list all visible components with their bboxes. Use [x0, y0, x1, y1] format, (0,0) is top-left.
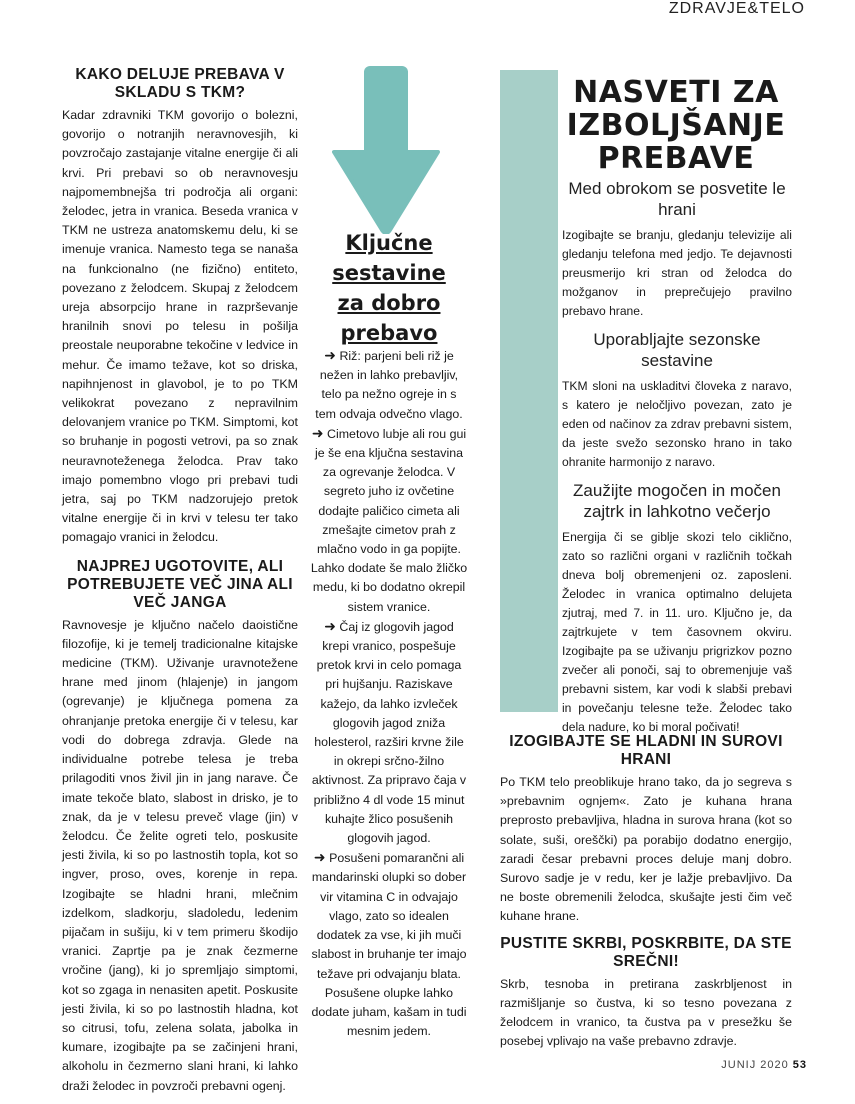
arrow-right-icon: ➜ [324, 617, 336, 634]
arrow-down-icon [332, 66, 440, 234]
paragraph-yin-yang: Ravnovesje je ključno načelo daoistične filozofije, ki je temelj tradicionalne kitajske medicine (TKM). Uživanje uravnotežene hrane med jinom (hlajenje) in jangom (ogrevanje) je ključnega pomena za ohranjanje pretoka energije či v telesu, kar vodi do dobrega zdravja. Glede na individualne potrebe telesa je treba prilagoditi vnos živil jin in jang narave. Če imate tekoče blato, slabost in drisko, je to znak, da je v telesu preveč vlage (jin) v želodcu. Če želite ogreti telo, poskusite jesti živila, ki so po lastnostih topla, kot so ingver, proso, oves, korenje in repa. Izogibajte se hladni hrani, mlečnim izdelkom, sladkorju, sladoledu, ledenim pijačam in sušiju, ki v tem primeru škodijo vranici. Zaprtje pa je znak čezmerne vročine (jang), ki jo spremljajo simptomi, kot so zgaga in nenasiten apetit. Poskusite jesti živila, ki so po lastnostih hladna, kot so citrusi, tofu, zelena solata, jabolka in kumare, izogibajte pa se začinjeni hrani, alkoholu in čezmerno slani hrani, ki lahko draži želodec in povzroči prebavni ogenj. [62, 617, 298, 1093]
heading-how-digestion-works: KAKO DELUJE PREBAVA V SKLADU S TKM? [75, 66, 285, 101]
tip-heading: Med obrokom se posvetite le hrani [568, 179, 786, 219]
issue-date: JUNIJ 2020 [721, 1059, 789, 1071]
paragraph-avoid-cold-food: Po TKM telo preoblikuje hrano tako, da jo segreva s »prebavnim ognjem«. Zato je kuhana hrana preprosto prebavljiva, hladna in surova hrana (kot so solate, suši, oreščki) pa porabijo dodatno energijo, zaradi česar prebavni proces deluje manj dobro. Surovo sadje je v redu, ker je lažje prebavljivo. Da ne boste obremenili želodca, skušajte jesti čim več kuhane hrane. [500, 775, 792, 924]
section-label: ZDRAVJE&TELO [668, 0, 805, 17]
tip-text: Izogibajte se branju, gledanju televizije ali gledanju telefona med jedjo. Te dejavnosti preusmerijo kri stran od želodca do možganov in preprečujejo pravilno prebavo hrane. [562, 228, 792, 318]
heading-yin-yang: NAJPREJ UGOTOVITE, ALI POTREBUJETE VEČ JINA ALI VEČ JANGA [67, 557, 293, 611]
tip-text: Energija či se giblje skozi telo ciklično, zato so različni organi v različnih točkah dneva bolj obremenjeni oz. zaposleni. Želodec in vranica optimalno delujeta zjutraj, med 7. in 11. uro. Ključno je, da zajtrkujete v tem časovnem okviru. Izogibajte pa se uživanju prigrizkov pozno zvečer ali ponoči, saj to obremenjuje vaš prebavni sistem, kar vodi k slabši prebavi in povečanju telesne teže. Želodec tako dela nadure, ko bi moral počivati! [562, 530, 792, 734]
tips-box-band [500, 70, 558, 712]
ingredients-list [310, 346, 468, 1041]
paragraph-be-happy: Skrb, tesnoba in pretirana zaskrbljenost in razmišljanje so čustva, ki so tesno povezana z želodcem in vranico, ta čustva pa v presežku še posebej vplivajo na vaše prebavno zdravje. [500, 976, 792, 1049]
arrow-right-icon: ➜ [313, 849, 326, 866]
heading-avoid-cold-food: IZOGIBAJTE SE HLADNI IN SUROVI HRANI [509, 733, 783, 768]
arrow-right-icon: ➜ [324, 347, 336, 363]
arrow-right-icon: ➜ [311, 424, 324, 441]
ingredient-hawthorn: Čaj iz glogovih jagod krepi vranico, pospešuje pretok krvi in celo pomaga pri hujšanju. Raziskave kažejo, da lahko izvleček glogovih jagod zniža holesterol, razširi krvne žile in okrepi srčno-žilno aktivnost. Za pripravo čaja v približno 4 dl vode 15 minut kuhajte žlico posušenih glogovih jagod. [311, 619, 467, 846]
ingredient-rice: Riž: parjeni beli riž je nežen in lahko prebavljiv, telo pa nežno ogreje in s tem odvaja odvečno vlago. [315, 349, 463, 421]
heading-be-happy: PUSTITE SKRBI, POSKRBITE, DA STE SREČNI! [500, 934, 792, 970]
list-item [310, 617, 468, 848]
key-ingredients-title: Ključne sestavine za dobro prebavo [332, 231, 446, 345]
ingredient-orange-peel: Posušeni pomarančni ali mandarinski olupki so dober vir vitamina C in odvajajo vlago, zato so idealen dodatek za vse, ki jih muči slabost in bruhanje ter imajo težave pri odvajanju blata. Posušene olupke lahko dodate juham, kašam in tudi mesnim jedem. [311, 851, 467, 1039]
page-number: 53 [792, 1059, 807, 1071]
list-item [310, 424, 468, 617]
ingredient-cinnamon: Cimetovo lubje ali rou gui je še ena ključna sestavina za ogrevanje želodca. V segreto juho iz ovčetine dodajte paličico cimeta ali zmešajte cimetov prah z mlačno vodo in ga popijte. Lahko dodate še malo žličko medu, ki bo dodatno okrepil sistem vranice. [310, 426, 468, 614]
tips-title: NASVETI ZA IZBOLJŠANJE PREBAVE [566, 75, 786, 176]
page-footer [721, 1059, 807, 1071]
right-lower-column [500, 733, 792, 1059]
tip-text: TKM sloni na uskladitvi človeka z naravo, s katero je neločljivo povezan, zato je eden od načinov za zdrav prebavni sistem, da jeste svežo sezonsko hrano in tako ohranite harmonijo z naravo. [562, 379, 792, 469]
tip-heading: Uporabljajte sezonske sestavine [593, 330, 761, 370]
paragraph-digestion-tkm: Kadar zdravniki TKM govorijo o bolezni, govorijo o notranjih neravnovesjih, ki povzročajo zastajanje vitalne energije či ali krvi. Pri prebavi so ob neravnovesju najpomembnejša tri področja ali organi: želodec, jetra in vranica. Beseda vranica v TKM ne ustreza anatomskemu delu, ki se imenuje vranica. Namesto tega se nanaša na funkcionalno (ne fizično) entiteto, povezano z želodcem. Skupaj z želodcem ureja absorpcijo hrane in razprševanje hranilnih snovi po telesu in pošilja preostale neuporabne tekočine v ledvice in mehur. Če imamo težave, kot so driska, napihnjenost in glavobol, je to po TKM velikokrat povezano z nepravilnim delovanjem vranice po TKM. Simptomi, kot so bruhanje in pogosti vetrovi, pa so znak neuravnoteženega želodca. Prav tako imajo pomembno vlogo pri prebavi tudi jetra, saj po TKM nadzorujejo pretok vitalne energije či in krvi v telesu ter tako pomagajo vranici in želodcu. [62, 108, 298, 545]
list-item [310, 848, 468, 1041]
tip-heading: Zaužijte mogočen in močen zajtrk in lahkotno večerjo [573, 481, 781, 521]
tips-box [562, 178, 792, 745]
left-column [62, 66, 298, 1104]
list-item [310, 346, 468, 424]
